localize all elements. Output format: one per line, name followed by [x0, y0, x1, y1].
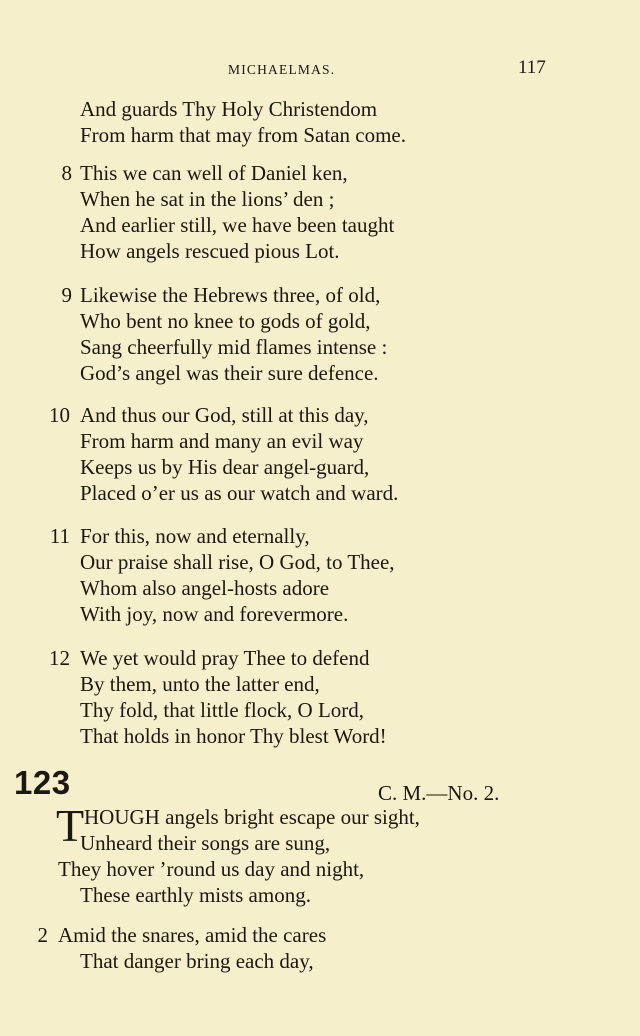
- drop-cap: T: [56, 800, 85, 851]
- stanza-number: 10: [49, 403, 70, 427]
- verse-line: And guards Thy Holy Christendom: [80, 97, 378, 121]
- verse-line: Whom also angel-hosts adore: [80, 576, 330, 600]
- verse-line: Sang cheerfully mid flames intense :: [80, 335, 388, 359]
- hymn-number: 123: [14, 764, 71, 801]
- verse-line: Likewise the Hebrews three, of old,: [80, 283, 381, 307]
- verse-line: Thy fold, that little flock, O Lord,: [80, 698, 365, 722]
- verse-line: This we can well of Daniel ken,: [80, 161, 348, 185]
- page-number: 117: [518, 57, 546, 78]
- verse-line: That danger bring each day,: [80, 949, 314, 973]
- verse-line: These earthly mists among.: [80, 883, 311, 907]
- verse-line: We yet would pray Thee to defend: [80, 646, 370, 670]
- verse-line: From harm and many an evil way: [80, 429, 364, 453]
- verse-line: With joy, now and forevermore.: [80, 602, 349, 626]
- hymn-meter: C. M.—No. 2.: [378, 781, 500, 805]
- verse-line: From harm that may from Satan come.: [80, 123, 407, 147]
- verse-line: Unheard their songs are sung,: [80, 831, 331, 855]
- stanza-number: 12: [49, 646, 70, 670]
- verse-line: And thus our God, still at this day,: [80, 403, 369, 427]
- stanza-number: 11: [49, 524, 70, 548]
- verse-line: God’s angel was their sure defence.: [80, 361, 379, 385]
- verse-line: Who bent no knee to gods of gold,: [80, 309, 371, 333]
- verse-line: How angels rescued pious Lot.: [80, 239, 340, 263]
- verse-line: Keeps us by His dear angel-guard,: [80, 455, 370, 479]
- verse-line: And earlier still, we have been taught: [80, 213, 395, 237]
- running-head: MICHAELMAS.: [228, 62, 336, 77]
- stanza-number: 9: [61, 283, 72, 307]
- verse-line: That holds in honor Thy blest Word!: [80, 724, 387, 748]
- verse-line: Placed o’er us as our watch and ward.: [80, 481, 399, 505]
- stanza-number: 8: [61, 161, 72, 185]
- verse-line: When he sat in the lions’ den ;: [80, 187, 335, 211]
- verse-line: By them, unto the latter end,: [80, 672, 320, 696]
- verse-line: They hover ’round us day and night,: [58, 857, 365, 881]
- verse-line: Amid the snares, amid the cares: [58, 923, 327, 947]
- verse-line: Our praise shall rise, O God, to Thee,: [80, 550, 395, 574]
- verse-line: For this, now and eternally,: [80, 524, 310, 548]
- stanza-number: 2: [37, 923, 48, 947]
- verse-line: HOUGH angels bright escape our sight,: [84, 805, 420, 829]
